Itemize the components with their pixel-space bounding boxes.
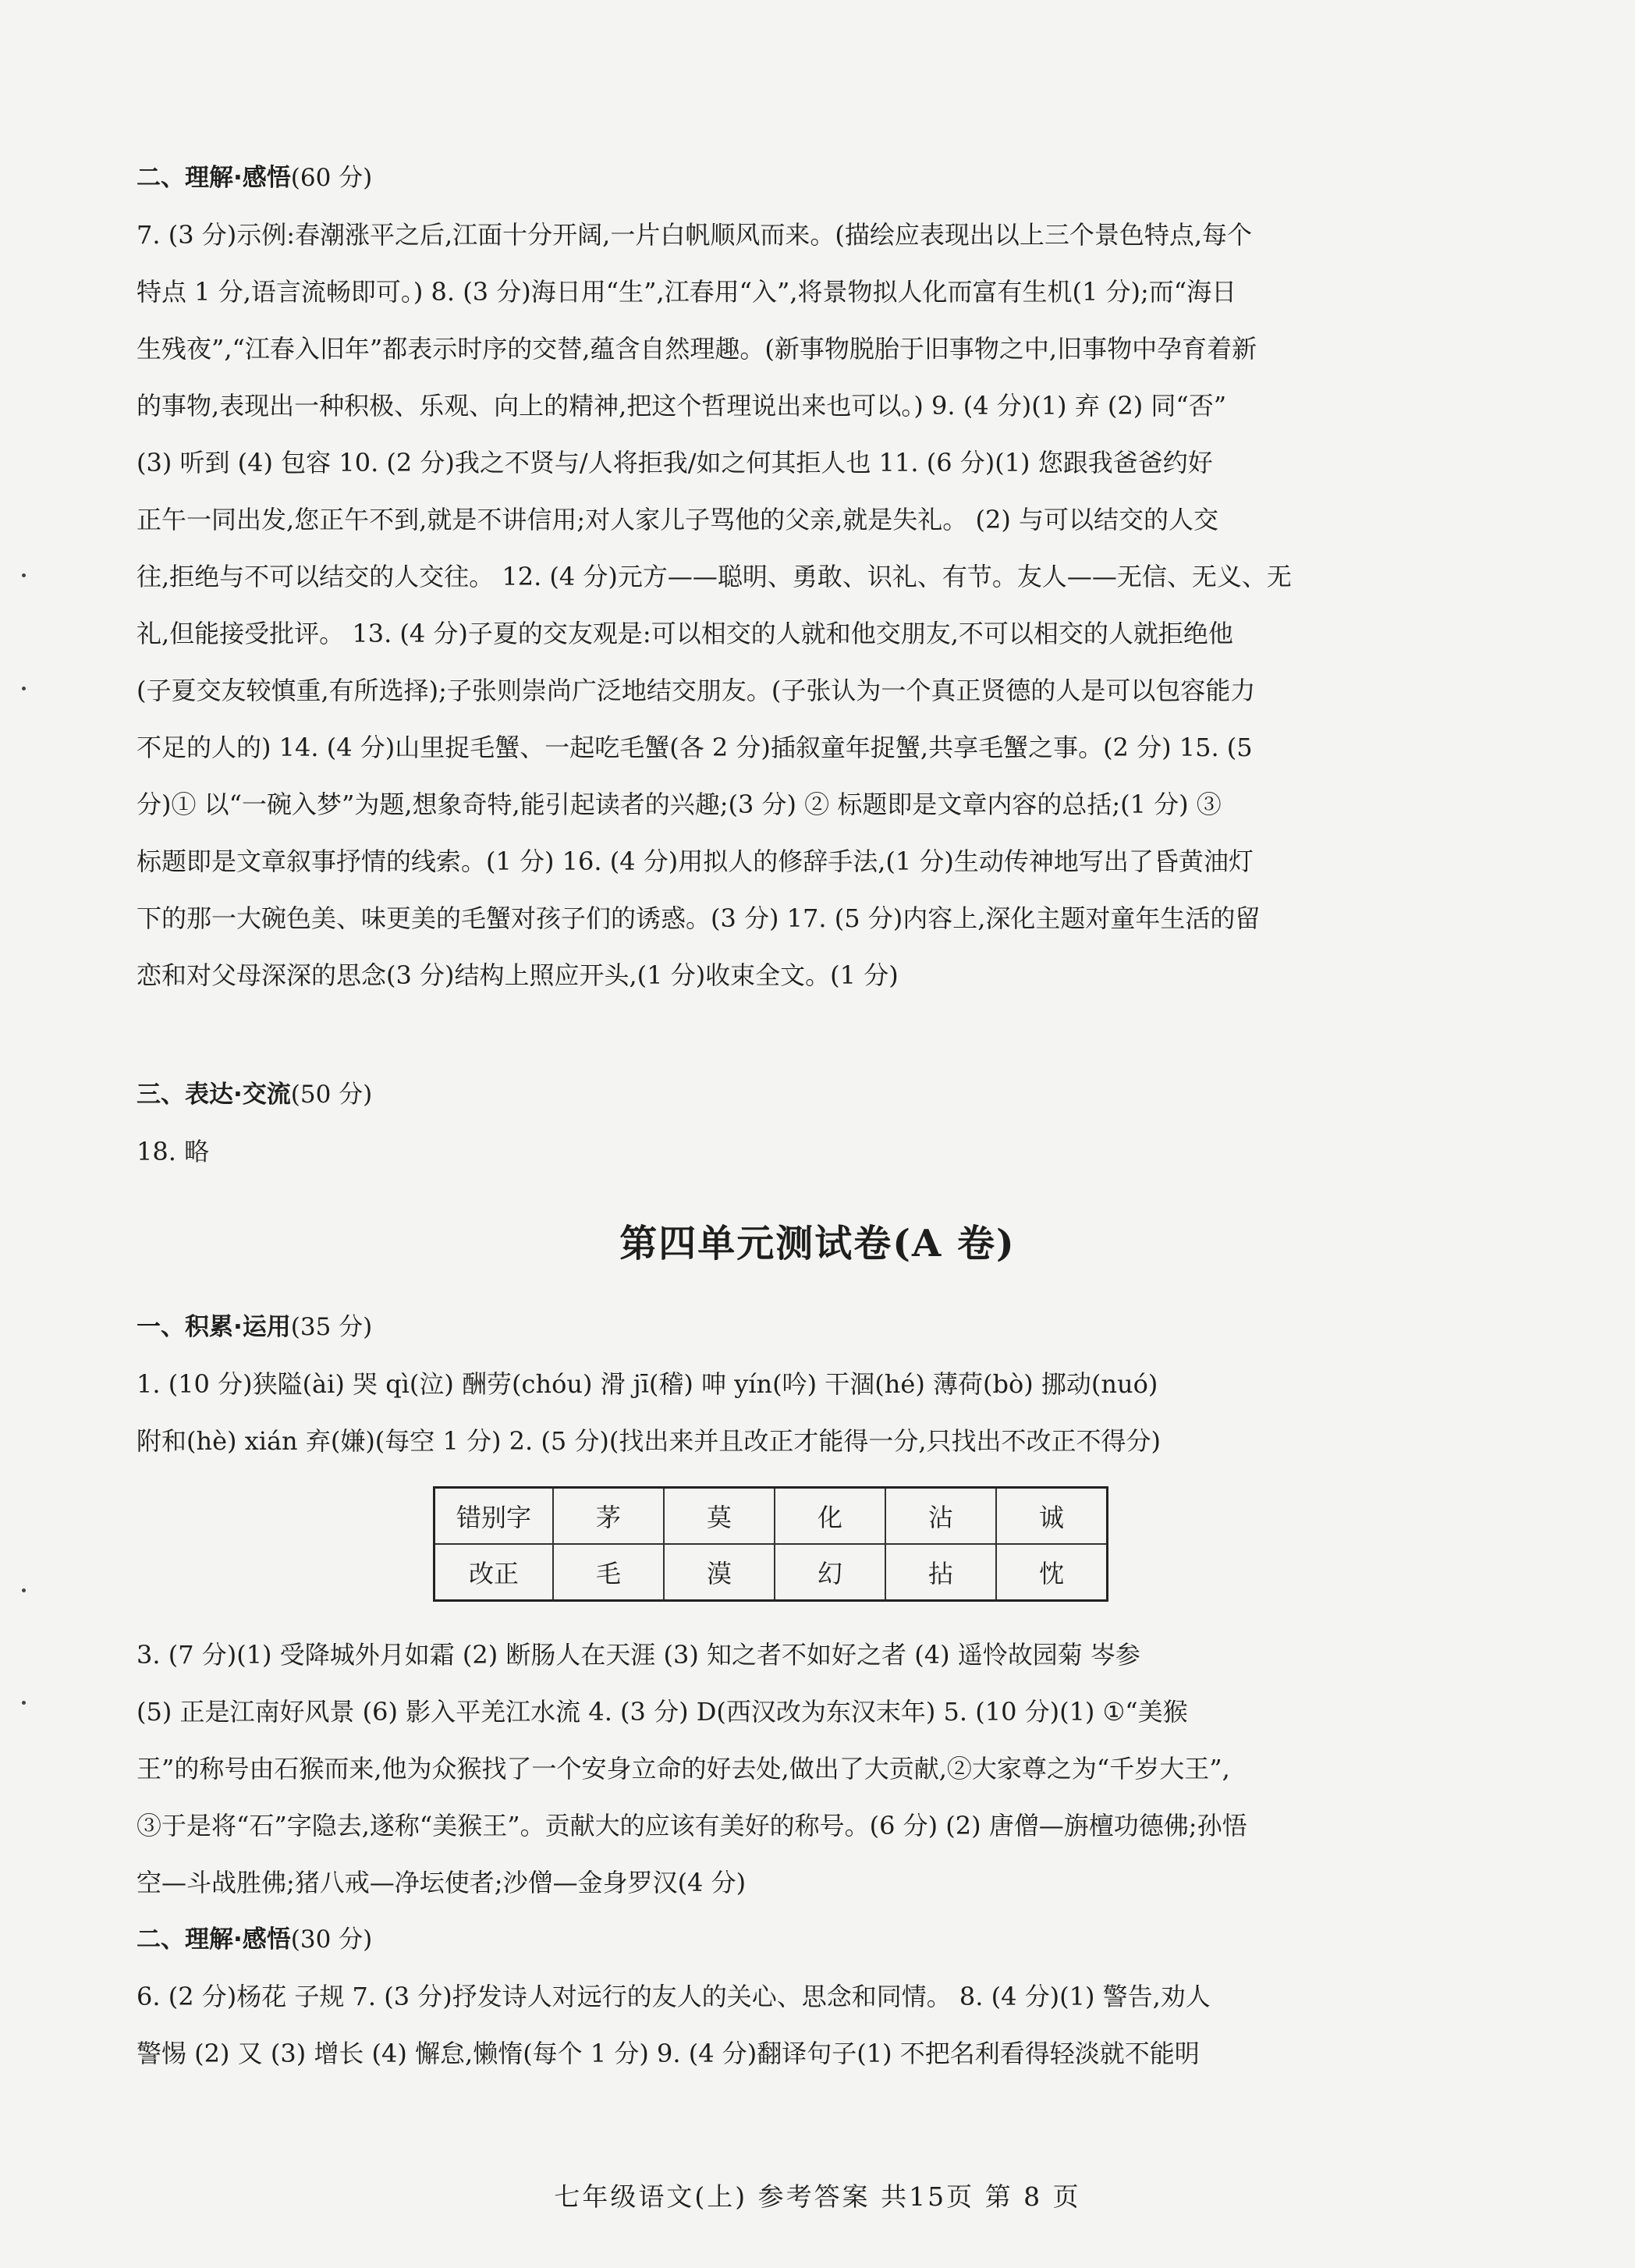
answer-line: 18. 略 <box>137 1137 210 1166</box>
section-comprehension-60 <box>137 150 1416 207</box>
answer-line: 3. (7 分)(1) 受降城外月如霜 (2) 断肠人在天涯 (3) 知之者不如好之者 (4) 遥怜故园菊 岑参 <box>137 1640 1140 1670</box>
answers-block-2 <box>137 1627 1416 1911</box>
section-heading: 二、理解·感悟(60 分) <box>137 164 373 192</box>
answer-line: 标题即是文章叙事抒情的线索。(1 分) 16. (4 分)用拟人的修辞手法,(1 分)生动传神地写出了昏黄油灯 <box>137 847 1254 876</box>
scan-mark <box>22 1588 26 1592</box>
answers-block-1 <box>137 207 1416 1175</box>
table-cell: 茅 <box>553 1488 664 1545</box>
section-expression-50 <box>137 1067 1416 1180</box>
answer-line: 王”的称号由石猴而来,他为众猴找了一个安身立命的好去处,做出了大贡献,②大家尊之为“千岁大王”, <box>137 1754 1230 1784</box>
answer-line: 礼,但能接受批评。 13. (4 分)子夏的交友观是:可以相交的人就和他交朋友,不可以相交的人就拒绝他 <box>137 619 1233 648</box>
answer-line: 恋和对父母深深的思念(3 分)结构上照应开头,(1 分)收束全文。(1 分) <box>137 960 899 990</box>
scan-mark <box>22 573 26 577</box>
answer-line: (3) 听到 (4) 包容 10. (2 分)我之不贤与/人将拒我/如之何其拒人也 11. (6 分)(1) 您跟我爸爸约好 <box>137 448 1213 477</box>
answer-line: 1. (10 分)狭隘(ài) 哭 qì(泣) 酬劳(chóu) 滑 jī(稽) 呻 yín(吟) 干涸(hé) 薄荷(bò) 挪动(nuó) <box>137 1369 1158 1399</box>
section-heading: 三、表达·交流(50 分) <box>137 1081 373 1109</box>
scan-mark <box>22 687 26 690</box>
answer-line: 正午一同出发,您正午不到,就是不讲信用;对人家儿子骂他的父亲,就是失礼。 (2) 与可以结交的人交 <box>137 505 1218 534</box>
table-cell: 拈 <box>885 1544 996 1601</box>
answer-line: 的事物,表现出一种积极、乐观、向上的精神,把这个哲理说出来也可以。) 9. (4 分)(1) 弃 (2) 同“否” <box>137 391 1227 421</box>
answer-line: 附和(hè) xián 弃(嫌)(每空 1 分) 2. (5 分)(找出来并且改正才能得一分,只找出不改正不得分) <box>137 1426 1161 1456</box>
answer-line: 7. (3 分)示例:春潮涨平之后,江面十分开阔,一片白帆顺风而来。(描绘应表现出以上三个景色特点,每个 <box>137 220 1252 250</box>
answer-line: 下的那一大碗色美、味更美的毛蟹对孩子们的诱惑。(3 分) 17. (5 分)内容上,深化主题对童年生活的留 <box>137 903 1261 933</box>
answer-line: 往,拒绝与不可以结交的人交往。 12. (4 分)元方——聪明、勇敢、识礼、有节。友人——无信、无义、无 <box>137 562 1292 591</box>
correction-table <box>433 1486 1108 1602</box>
table-cell: 沾 <box>885 1488 996 1545</box>
answer-line: 空—斗战胜佛;猪八戒—净坛使者;沙僧—金身罗汉(4 分) <box>137 1868 747 1897</box>
scan-mark <box>22 1701 26 1705</box>
table-cell: 毛 <box>553 1544 664 1601</box>
page-footer: 七年级语文(上) 参考答案 共15页 第 8 页 <box>554 2181 1081 2212</box>
table-cell: 幻 <box>775 1544 885 1601</box>
section-heading: 二、理解·感悟(30 分) <box>137 1925 373 1954</box>
answer-line: 警惕 (2) 又 (3) 增长 (4) 懈怠,懒惰(每个 1 分) 9. (4 分)翻译句子(1) 不把名利看得轻淡就不能明 <box>137 2039 1200 2068</box>
section-comprehension-30 <box>137 1911 1416 2082</box>
table-row <box>434 1488 1108 1545</box>
answer-line: 生残夜”,“江春入旧年”都表示时序的交替,蕴含自然理趣。(新事物脱胎于旧事物之中,旧事物中孕育着新 <box>137 334 1257 364</box>
table-cell: 化 <box>775 1488 885 1545</box>
unit-test-title: 第四单元测试卷(A 卷) <box>619 1222 1016 1265</box>
answer-line <box>137 1004 1416 1061</box>
table-cell: 莫 <box>664 1488 775 1545</box>
table-cell: 忱 <box>996 1544 1108 1601</box>
answer-line: 不足的人的) 14. (4 分)山里捉毛蟹、一起吃毛蟹(各 2 分)插叙童年捉蟹,共享毛蟹之事。(2 分) 15. (5 <box>137 733 1253 762</box>
answer-line: 特点 1 分,语言流畅即可。) 8. (3 分)海日用“生”,江春用“入”,将景物拟人化而富有生机(1 分);而“海日 <box>137 277 1237 307</box>
table-cell: 改正 <box>434 1544 554 1601</box>
section-heading: 一、积累·运用(35 分) <box>137 1313 373 1341</box>
section-accumulation-35 <box>137 1299 1416 1470</box>
table-cell: 错别字 <box>434 1488 554 1545</box>
answer-line: (5) 正是江南好风景 (6) 影入平羌江水流 4. (3 分) D(西汉改为东汉末年) 5. (10 分)(1) ①“美猴 <box>137 1697 1188 1727</box>
answer-line: 6. (2 分)杨花 子规 7. (3 分)抒发诗人对远行的友人的关心、思念和同情。 8. (4 分)(1) 警告,劝人 <box>137 1982 1211 2011</box>
table-cell: 漠 <box>664 1544 775 1601</box>
table-cell: 诚 <box>996 1488 1108 1545</box>
table-row <box>434 1544 1108 1601</box>
answer-line: (子夏交友较慎重,有所选择);子张则崇尚广泛地结交朋友。(子张认为一个真正贤德的人是可以包容能力 <box>137 676 1256 705</box>
answer-line: ③于是将“石”字隐去,遂称“美猴王”。贡献大的应该有美好的称号。(6 分) (2) 唐僧—旃檀功德佛;孙悟 <box>137 1811 1247 1840</box>
answer-line: 分)① 以“一碗入梦”为题,想象奇特,能引起读者的兴趣;(3 分) ② 标题即是文章内容的总括;(1 分) ③ <box>137 790 1222 819</box>
